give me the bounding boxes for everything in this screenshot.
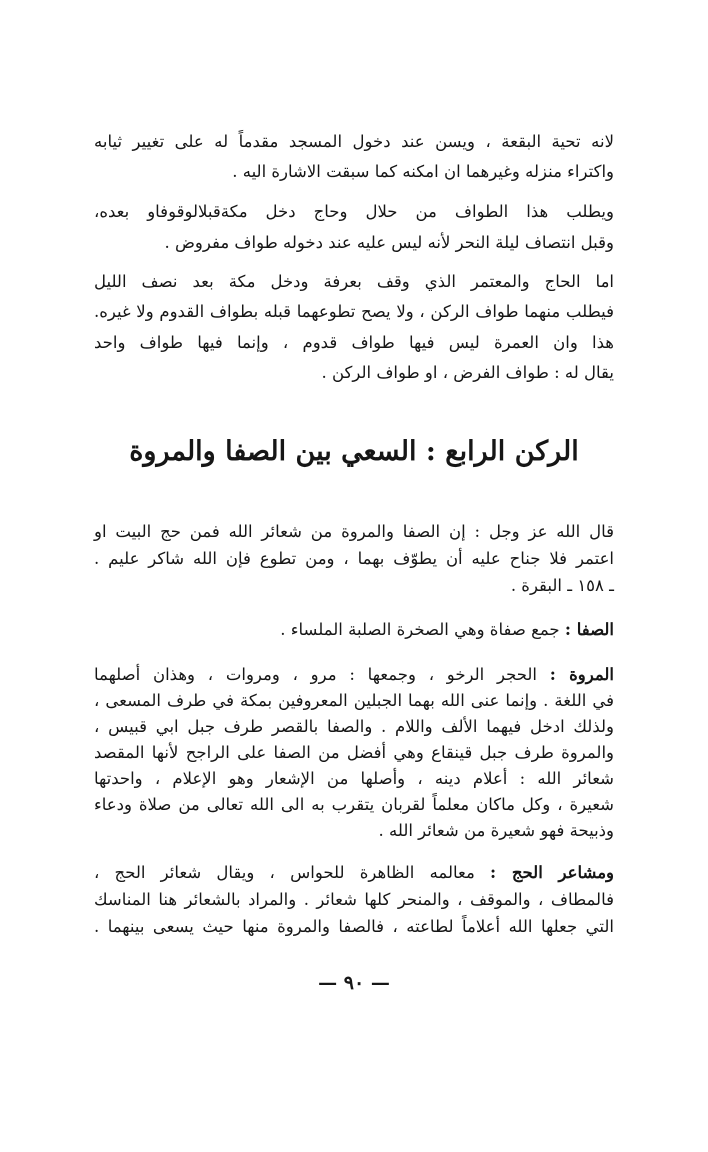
paragraph-line: واكتراء منزله وغيرهما ان امكنه كما سبقت الاشارة اليه . (232, 162, 614, 181)
paragraph-line: اعتمر فلا جناح عليه أن يطوّف بهما ، ومن تطوع فإن الله شاكر عليم . (94, 549, 614, 568)
paragraph-line: شعائر الله : أعلام دينه ، وأصلها من الإشعار وهو الإعلام ، واحدتها (94, 769, 614, 788)
paragraph-line: ولذلك ادخل فيهما الألف واللام . والصفا بالقصر طرف جبل ابي قبيس ، (94, 717, 614, 736)
paragraph-line: ـ ١٥٨ ـ البقرة . (510, 576, 614, 595)
paragraph-line: التي جعلها الله أعلاماً لطاعته ، فالصفا والمروة منها حيث يسعى بينهما . (94, 917, 614, 936)
paragraph-line: هذا وان العمرة ليس فيها طواف قدوم ، وإنما فيها طواف واحد (94, 333, 614, 352)
paragraph-line: اما الحاج والمعتمر الذي وقف بعرفة ودخل مكة بعد نصف الليل (94, 272, 614, 291)
paragraph-line: وقبل انتصاف ليلة النحر لأنه ليس عليه عند دخوله طواف مفروض . (164, 233, 614, 252)
definition-term: المروة : (549, 665, 614, 684)
paragraph-line: ويطلب هذا الطواف من حلال وحاج دخل مكةقبلالوقوفاو بعده، (94, 202, 614, 221)
definition-text: الحجر الرخو ، وجمعها : مرو ، ومروات ، وهذان أصلهما (94, 665, 538, 684)
paragraph-line: في اللغة . وإنما عنى الله بهما الجبلين المعروفين بمكة في طرف المسعى ، (94, 691, 614, 710)
paragraph-line: يقال له : طواف الفرض ، او طواف الركن . (321, 363, 614, 382)
paragraph-line: فالمطاف ، والموقف ، والمنحر كلها شعائر . والمراد بالشعائر هنا المناسك (94, 890, 614, 909)
definition-text: جمع صفاة وهي الصخرة الصلبة الملساء . (280, 620, 560, 639)
paragraph-line: والمروة طرف جبل قينقاع وهي أفضل من الصفا على الراجح لأنها المقصد (94, 743, 614, 762)
paragraph-line: وذبيحة فهو شعيرة من شعائر الله . (378, 821, 614, 840)
definition-marwa (94, 663, 614, 687)
paragraph-line: لانه تحية البقعة ، ويسن عند دخول المسجد مقدماً له على تغيير ثيابه (94, 132, 614, 151)
paragraph-line: قال الله عز وجل : إن الصفا والمروة من شعائر الله فمن حج البيت او (94, 522, 614, 541)
definition-term: ومشاعر الحج : (490, 863, 614, 882)
definition-term: الصفا : (564, 620, 614, 639)
section-heading: الركن الرابع : السعي بين الصفا والمروة (129, 436, 579, 467)
page-number: — ٩٠ — (318, 972, 390, 994)
paragraph-line: شعيرة ، وكل ماكان معلماً لقربان يتقرب به الى الله تعالى من صلاة ودعاء (94, 795, 614, 814)
definition-text: معالمه الظاهرة للحواس ، ويقال شعائر الحج ، (94, 863, 475, 882)
paragraph-line: فيطلب منهما طواف الركن ، ولا يصح تطوعهما قبله بطواف القدوم ولا غيره. (94, 302, 614, 321)
definition-safa (94, 618, 614, 642)
definition-mashair (94, 861, 614, 885)
